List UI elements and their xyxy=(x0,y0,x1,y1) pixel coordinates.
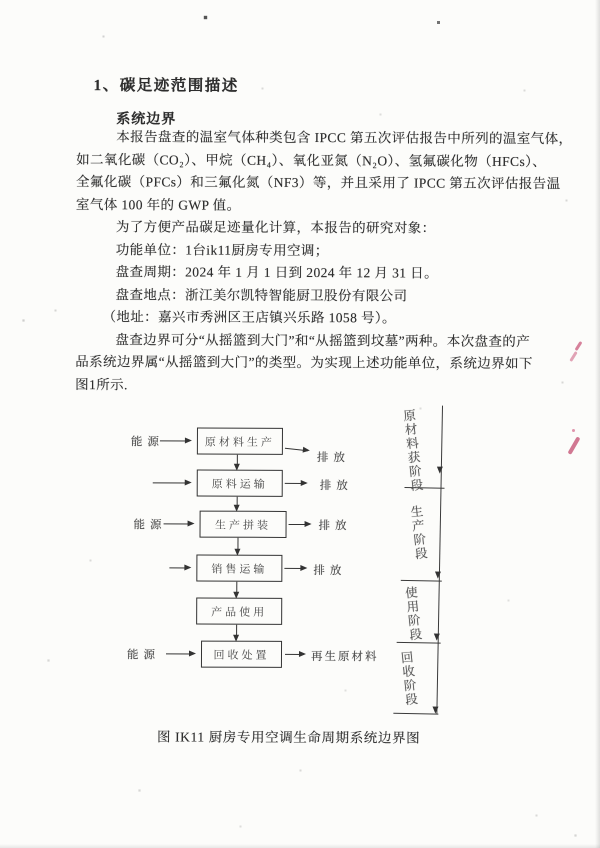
scan-edge-shadow xyxy=(0,844,600,848)
body-line: 本报告盘查的温室气体种类包含 IPCC 第五次评估报告中所列的温室气体， xyxy=(116,129,573,147)
section-title: 系统边界 xyxy=(116,112,177,128)
flow-box-raw-material-production: 原材料生产 xyxy=(197,428,283,455)
arrow-head-down-icon xyxy=(435,572,441,579)
flow-box-recycling-disposal: 回收处置 xyxy=(201,641,282,668)
scan-noise xyxy=(0,0,1,1)
energy-label: 能源 xyxy=(130,436,164,449)
arrow-head-down-icon xyxy=(437,467,443,474)
body-line: 室气体 100 年的 GWP 值。 xyxy=(75,196,241,213)
red-pen-mark xyxy=(572,429,575,432)
energy-label: 能源 xyxy=(126,649,161,662)
body-line: 如二氧化碳（CO₂）、甲烷（CH₄）、氧化亚氮（N₂O）、氢氟碳化物（HFCs）、 xyxy=(76,151,547,169)
flow-box-sales-transport: 销售运输 xyxy=(196,555,282,582)
stage-label-use: 使用阶段 xyxy=(402,585,423,643)
body-line: 盘查边界可分“从摇篮到大门”和“从摇篮到坟墓”两种。本次盘查的产 xyxy=(115,331,531,349)
body-line: 全氟化碳（PFCs）和三氟化氮（NF3）等，并且采用了 IPCC 第五次评估报告温 xyxy=(76,174,561,192)
body-line: 为了方便产品碳足迹量化计算，本报告的研究对象： xyxy=(115,219,436,236)
page-title: 1、碳足迹范围描述 xyxy=(93,77,239,95)
body-line: 图1所示. xyxy=(75,376,128,392)
recycled-material-label: 再生原材料 xyxy=(310,651,379,664)
stage-axis-line xyxy=(436,406,443,714)
flow-box-raw-material-transport: 原料运输 xyxy=(197,470,283,497)
body-line: 功能单位：1台ik11厨房专用空调； xyxy=(115,241,329,258)
stage-tick xyxy=(393,713,438,715)
energy-label: 能源 xyxy=(133,519,167,532)
flow-box-production-assembly: 生产拼装 xyxy=(200,511,287,538)
stage-label-production: 生产阶段 xyxy=(408,504,428,562)
emission-label: 排放 xyxy=(316,452,350,465)
emission-label: 排放 xyxy=(319,480,353,493)
body-line: 盘查周期：2024 年 1 月 1 日到 2024 年 12 月 31 日。 xyxy=(115,264,439,281)
stage-tick xyxy=(401,580,442,582)
flow-box-product-use: 产品使用 xyxy=(196,598,282,625)
body-line: 盘查地点：浙江美尔凯特智能厨卫股份有限公司 xyxy=(115,286,408,303)
stage-label-raw-material: 原材料获阶段 xyxy=(400,408,424,494)
emission-label: 排放 xyxy=(318,520,352,533)
body-line: （地址：嘉兴市秀洲区王店镇兴乐路 1058 号）。 xyxy=(102,309,396,326)
stage-label-recycling: 回收阶段 xyxy=(398,650,419,708)
scan-edge-shadow xyxy=(595,0,600,848)
arrow-head-down-icon xyxy=(434,634,440,641)
body-line: 品系统边界属“从摇篮到大门”的类型。为实现上述功能单位，系统边界如下 xyxy=(75,354,533,372)
stage-tick xyxy=(397,642,441,644)
figure-caption: 图 IK11 厨房专用空调生命周期系统边界图 xyxy=(156,729,421,746)
emission-label: 排放 xyxy=(313,565,347,578)
